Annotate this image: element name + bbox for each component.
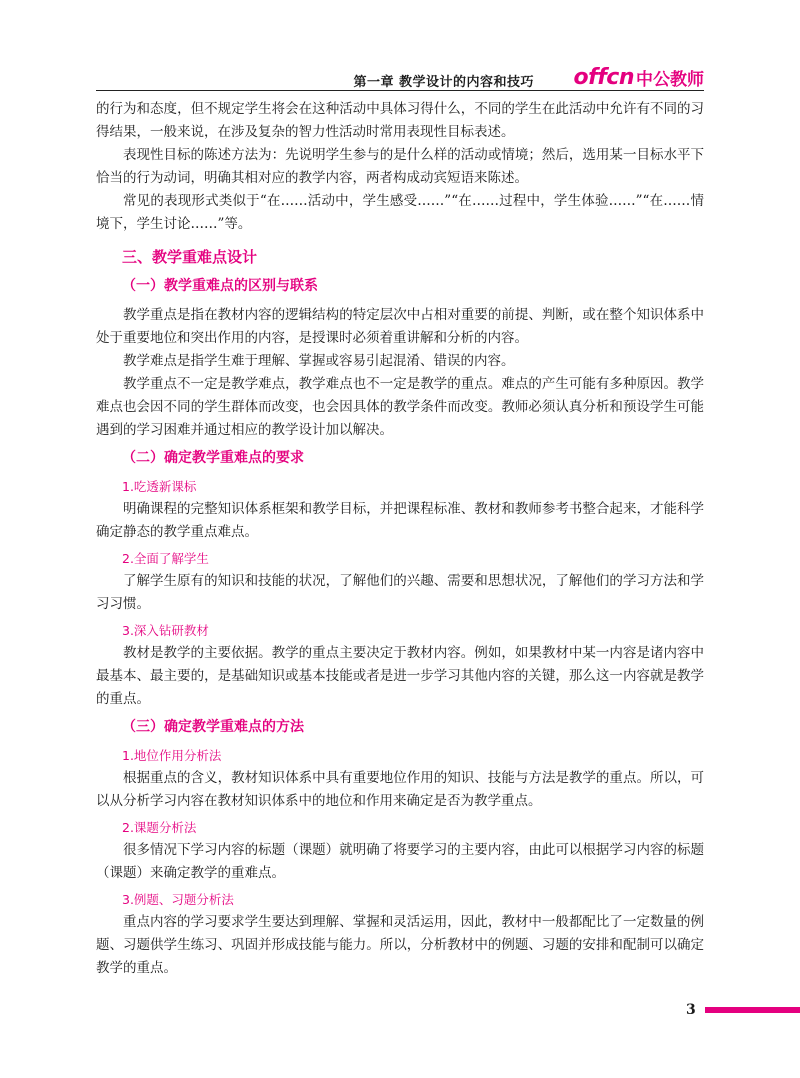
logo-chinese-text: 中公教师 (636, 69, 704, 90)
paragraph: 重点内容的学习要求学生要达到理解、掌握和灵活运用，因此，教材中一般都配比了一定数量的例题、习题供学生练习、巩固并形成技能与能力。所以，分析教材中的例题、习题的安排和配制可以确定教学的重点。 (96, 914, 704, 976)
subsection-heading: （三）确定教学重难点的方法 (122, 719, 304, 735)
chapter-title: 第一章 教学设计的内容和技巧 (353, 75, 534, 90)
logo-latin-text: offcn (573, 64, 634, 90)
page-header (96, 66, 704, 90)
paragraph: 很多情况下学习内容的标题（课题）就明确了将要学习的主要内容，由此可以根据学习内容的标题（课题）来确定教学的重难点。 (96, 842, 704, 881)
paragraph: 了解学生原有的知识和技能的状况，了解他们的兴趣、需要和思想状况，了解他们的学习方法和学习习惯。 (96, 573, 704, 612)
header-divider (96, 90, 704, 91)
paragraph: 教学重点是指在教材内容的逻辑结构的特定层次中占相对重要的前提、判断，或在整个知识体系中处于重要地位和突出作用的内容，是授课时必须着重讲解和分析的内容。 (96, 307, 704, 346)
section-heading: 三、教学重难点设计 (122, 248, 258, 266)
page-accent-bar (705, 1007, 800, 1013)
offcn-logo (574, 64, 704, 90)
paragraph: 常见的表现形式类似于“在……活动中，学生感受……”“在……过程中，学生体验……”“在……情境下，学生讨论……”等。 (96, 193, 704, 232)
point-heading: 1.吃透新课标 (122, 479, 197, 494)
paragraph: 教学难点是指学生难于理解、掌握或容易引起混淆、错误的内容。 (123, 353, 515, 369)
paragraph-continued: 的行为和态度，但不规定学生将会在这种活动中具体习得什么，不同的学生在此活动中允许有不同的习得结果，一般来说，在涉及复杂的智力性活动时常用表现性目标表述。 (96, 101, 704, 140)
point-heading: 3.深入钻研教材 (122, 623, 209, 638)
paragraph: 明确课程的完整知识体系框架和教学目标，并把课程标准、教材和教师参考书整合起来，才能科学确定静态的教学重点难点。 (96, 501, 704, 540)
page-number: 3 (686, 1002, 696, 1018)
point-heading: 2.全面了解学生 (122, 551, 209, 566)
paragraph: 表现性目标的陈述方法为：先说明学生参与的是什么样的活动或情境；然后，选用某一目标水平下恰当的行为动词，明确其相对应的教学内容，两者构成动宾短语来陈述。 (96, 147, 704, 186)
paragraph: 根据重点的含义，教材知识体系中具有重要地位作用的知识、技能与方法是教学的重点。所以，可以从分析学习内容在教材知识体系中的地位和作用来确定是否为教学重点。 (96, 770, 704, 809)
paragraph: 教材是教学的主要依据。教学的重点主要决定于教材内容。例如，如果教材中某一内容是诸内容中最基本、最主要的，是基础知识或基本技能或者是进一步学习其他内容的关键，那么这一内容就是教学的重点。 (96, 645, 704, 707)
point-heading: 1.地位作用分析法 (122, 748, 222, 763)
subsection-heading: （二）确定教学重难点的要求 (122, 450, 304, 466)
point-heading: 3.例题、习题分析法 (122, 892, 234, 907)
page-body (96, 98, 704, 980)
subsection-heading: （一）教学重难点的区别与联系 (122, 278, 318, 294)
paragraph: 教学重点不一定是教学难点，教学难点也不一定是教学的重点。难点的产生可能有多种原因。教学难点也会因不同的学生群体而改变，也会因具体的教学条件而改变。教师必须认真分析和预设学生可能遇到的学习困难并通过相应的教学设计加以解决。 (96, 376, 704, 438)
point-heading: 2.课题分析法 (122, 820, 197, 835)
